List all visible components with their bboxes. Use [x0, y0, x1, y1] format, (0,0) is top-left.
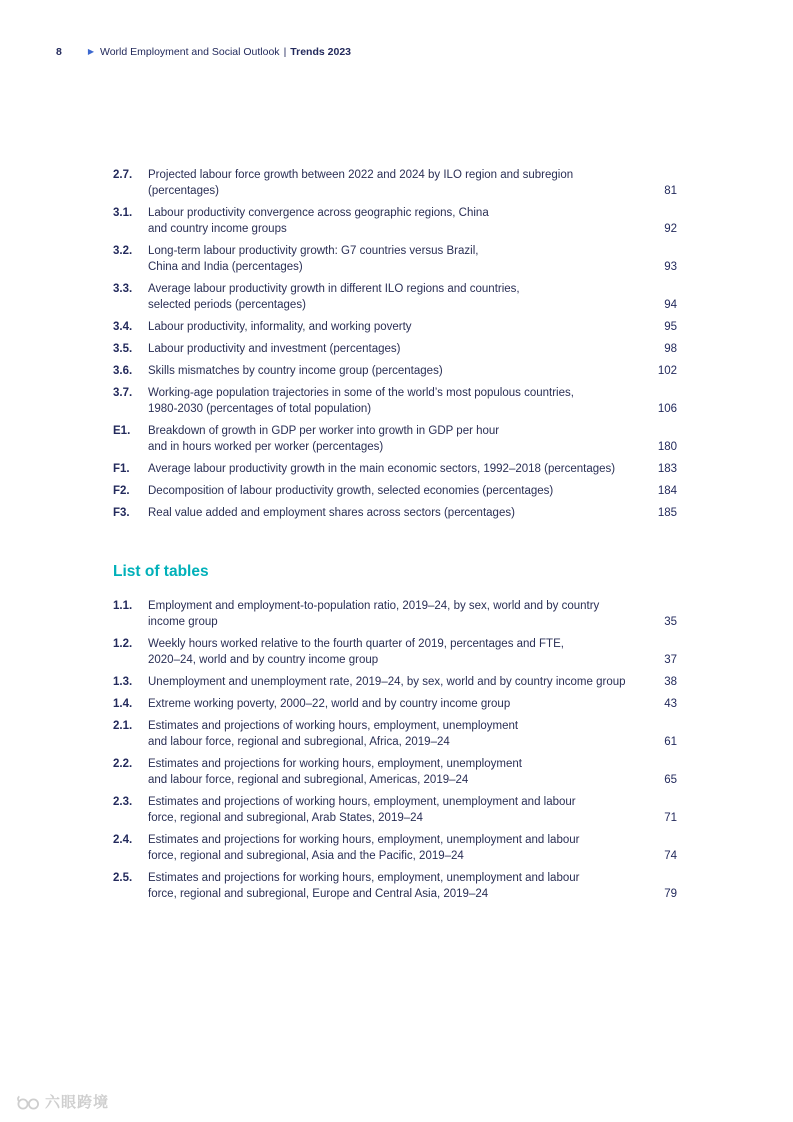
entry-number: 3.3. — [113, 283, 133, 295]
entry-title — [148, 205, 664, 237]
entry-page-number: 43 — [664, 698, 677, 710]
figure-entry-row — [113, 505, 677, 521]
page-header — [56, 46, 351, 58]
entry-page-number: 185 — [657, 507, 677, 519]
entry-number: 3.5. — [113, 343, 133, 355]
entry-title-line: Labour productivity convergence across geographic regions, China — [148, 207, 489, 219]
entry-number: 2.2. — [113, 758, 133, 770]
entry-page-number: 183 — [657, 463, 677, 475]
entry-page-number: 93 — [664, 261, 677, 273]
entry-page-number: 106 — [657, 403, 677, 415]
entry-title-line: 1980-2030 (percentages of total population) — [148, 403, 372, 415]
figure-entry-row — [113, 243, 677, 275]
entry-title-line: Skills mismatches by country income group (percentages) — [148, 365, 443, 377]
entry-page-number: 79 — [664, 888, 677, 900]
entry-title-line: Average labour productivity growth in the main economic sectors, 1992–2018 (percentages) — [148, 463, 616, 475]
entry-title-line: Extreme working poverty, 2000–22, world and by country income group — [148, 698, 511, 710]
entry-number: 1.4. — [113, 698, 133, 710]
entry-title-line: China and India (percentages) — [148, 261, 303, 273]
entry-title-line: 2020–24, world and by country income group — [148, 654, 379, 666]
table-entry-row — [113, 696, 677, 712]
entry-title — [148, 319, 664, 335]
entry-title-line: Unemployment and unemployment rate, 2019–24, by sex, world and by country income group — [148, 676, 626, 688]
entry-title — [148, 341, 664, 357]
entry-title — [148, 243, 664, 275]
entry-title — [148, 756, 664, 788]
watermark-text: 六眼跨境 — [45, 1094, 110, 1111]
entry-number: E1. — [113, 425, 131, 437]
entry-title — [148, 674, 664, 690]
entry-title-line: Long-term labour productivity growth: G7 countries versus Brazil, — [148, 245, 479, 257]
entry-title-line: Projected labour force growth between 2022 and 2024 by ILO region and subregion — [148, 169, 574, 181]
entry-title-line: Estimates and projections for working hours, employment, unemployment — [148, 758, 522, 770]
table-entry-row — [113, 636, 677, 668]
header-separator: | — [283, 46, 287, 58]
entry-title-line: Labour productivity and investment (percentages) — [148, 343, 401, 355]
entry-title-line: and labour force, regional and subregional, Africa, 2019–24 — [148, 736, 450, 748]
entry-title-line: and in hours worked per worker (percentages) — [148, 441, 384, 453]
arrow-icon: ▶ — [87, 47, 94, 56]
entry-number: 2.5. — [113, 872, 133, 884]
entry-title — [148, 505, 658, 521]
entry-number: 1.2. — [113, 638, 133, 650]
table-entry-row — [113, 718, 677, 750]
entry-title — [148, 696, 664, 712]
entry-title-line: Working-age population trajectories in some of the world’s most populous countries, — [148, 387, 574, 399]
figure-entry-row — [113, 363, 677, 379]
table-of-contents — [113, 167, 677, 908]
watermark — [16, 1091, 109, 1112]
entry-title — [148, 870, 664, 902]
entry-title-line: Real value added and employment shares across sectors (percentages) — [148, 507, 515, 519]
figure-entry-row — [113, 319, 677, 335]
entry-number: 3.7. — [113, 387, 133, 399]
entry-title-line: Breakdown of growth in GDP per worker into growth in GDP per hour — [148, 425, 500, 437]
entry-title — [148, 423, 658, 455]
entry-number: 2.1. — [113, 720, 133, 732]
entry-title-line: Employment and employment-to-population ratio, 2019–24, by sex, world and by country — [148, 600, 600, 612]
entry-title-line: and labour force, regional and subregional, Americas, 2019–24 — [148, 774, 469, 786]
entry-number: 3.2. — [113, 245, 133, 257]
table-entry-row — [113, 756, 677, 788]
entry-number: 1.3. — [113, 676, 133, 688]
entry-title — [148, 483, 658, 499]
entry-page-number: 102 — [657, 365, 677, 377]
table-entry-row — [113, 598, 677, 630]
entry-title — [148, 385, 658, 417]
entry-title — [148, 281, 664, 313]
table-entry-row — [113, 674, 677, 690]
entry-title-line: Estimates and projections of working hours, employment, unemployment — [148, 720, 519, 732]
entry-title — [148, 363, 658, 379]
entry-title-line: selected periods (percentages) — [148, 299, 306, 311]
entry-title-line: Weekly hours worked relative to the fourth quarter of 2019, percentages and FTE, — [148, 638, 564, 650]
figures-list-continued — [113, 167, 677, 521]
list-of-tables-heading: List of tables — [113, 563, 209, 580]
entry-page-number: 98 — [664, 343, 677, 355]
entry-title-line: Labour productivity, informality, and working poverty — [148, 321, 412, 333]
entry-title — [148, 794, 664, 826]
entry-page-number: 95 — [664, 321, 677, 333]
figure-entry-row — [113, 423, 677, 455]
entry-title-line: force, regional and subregional, Europe and Central Asia, 2019–24 — [148, 888, 489, 900]
entry-title-line: Average labour productivity growth in different ILO regions and countries, — [148, 283, 520, 295]
entry-number: F1. — [113, 463, 130, 475]
entry-number: F2. — [113, 485, 130, 497]
entry-title — [148, 167, 664, 199]
entry-title-line: force, regional and subregional, Arab States, 2019–24 — [148, 812, 423, 824]
entry-page-number: 35 — [664, 616, 677, 628]
table-entry-row — [113, 870, 677, 902]
entry-page-number: 74 — [664, 850, 677, 862]
entry-title — [148, 461, 658, 477]
entry-page-number: 38 — [664, 676, 677, 688]
entry-page-number: 37 — [664, 654, 677, 666]
entry-title-line: Estimates and projections for working hours, employment, unemployment and labour — [148, 872, 580, 884]
entry-number: 2.4. — [113, 834, 133, 846]
entry-title-line: Estimates and projections of working hours, employment, unemployment and labour — [148, 796, 576, 808]
entry-page-number: 180 — [657, 441, 677, 453]
tables-list — [113, 598, 677, 902]
entry-page-number: 184 — [657, 485, 677, 497]
entry-page-number: 71 — [664, 812, 677, 824]
figure-entry-row — [113, 385, 677, 417]
entry-number: 3.1. — [113, 207, 133, 219]
page-number: 8 — [56, 46, 62, 58]
entry-title-line: Decomposition of labour productivity growth, selected economies (percentages) — [148, 485, 554, 497]
entry-number: F3. — [113, 507, 130, 519]
figure-entry-row — [113, 341, 677, 357]
entry-page-number: 61 — [664, 736, 677, 748]
entry-number: 1.1. — [113, 600, 133, 612]
entry-page-number: 94 — [664, 299, 677, 311]
figure-entry-row — [113, 461, 677, 477]
entry-title-line: and country income groups — [148, 223, 287, 235]
header-title-bold: Trends 2023 — [290, 46, 351, 58]
entry-title — [148, 598, 664, 630]
entry-title-line: (percentages) — [148, 185, 219, 197]
entry-number: 2.3. — [113, 796, 133, 808]
header-title: World Employment and Social Outlook — [100, 46, 280, 58]
entry-title — [148, 718, 664, 750]
entry-page-number: 81 — [664, 185, 677, 197]
figure-entry-row — [113, 483, 677, 499]
entry-page-number: 92 — [664, 223, 677, 235]
table-entry-row — [113, 832, 677, 864]
entry-number: 3.4. — [113, 321, 133, 333]
entry-title-line: force, regional and subregional, Asia and the Pacific, 2019–24 — [148, 850, 464, 862]
entry-title — [148, 636, 664, 668]
entry-title-line: income group — [148, 616, 218, 628]
table-entry-row — [113, 794, 677, 826]
figure-entry-row — [113, 205, 677, 237]
entry-page-number: 65 — [664, 774, 677, 786]
watermark-logo-icon — [16, 1092, 40, 1112]
entry-number: 2.7. — [113, 169, 133, 181]
entry-number: 3.6. — [113, 365, 133, 377]
figure-entry-row — [113, 167, 677, 199]
entry-title-line: Estimates and projections for working hours, employment, unemployment and labour — [148, 834, 580, 846]
entry-title — [148, 832, 664, 864]
figure-entry-row — [113, 281, 677, 313]
